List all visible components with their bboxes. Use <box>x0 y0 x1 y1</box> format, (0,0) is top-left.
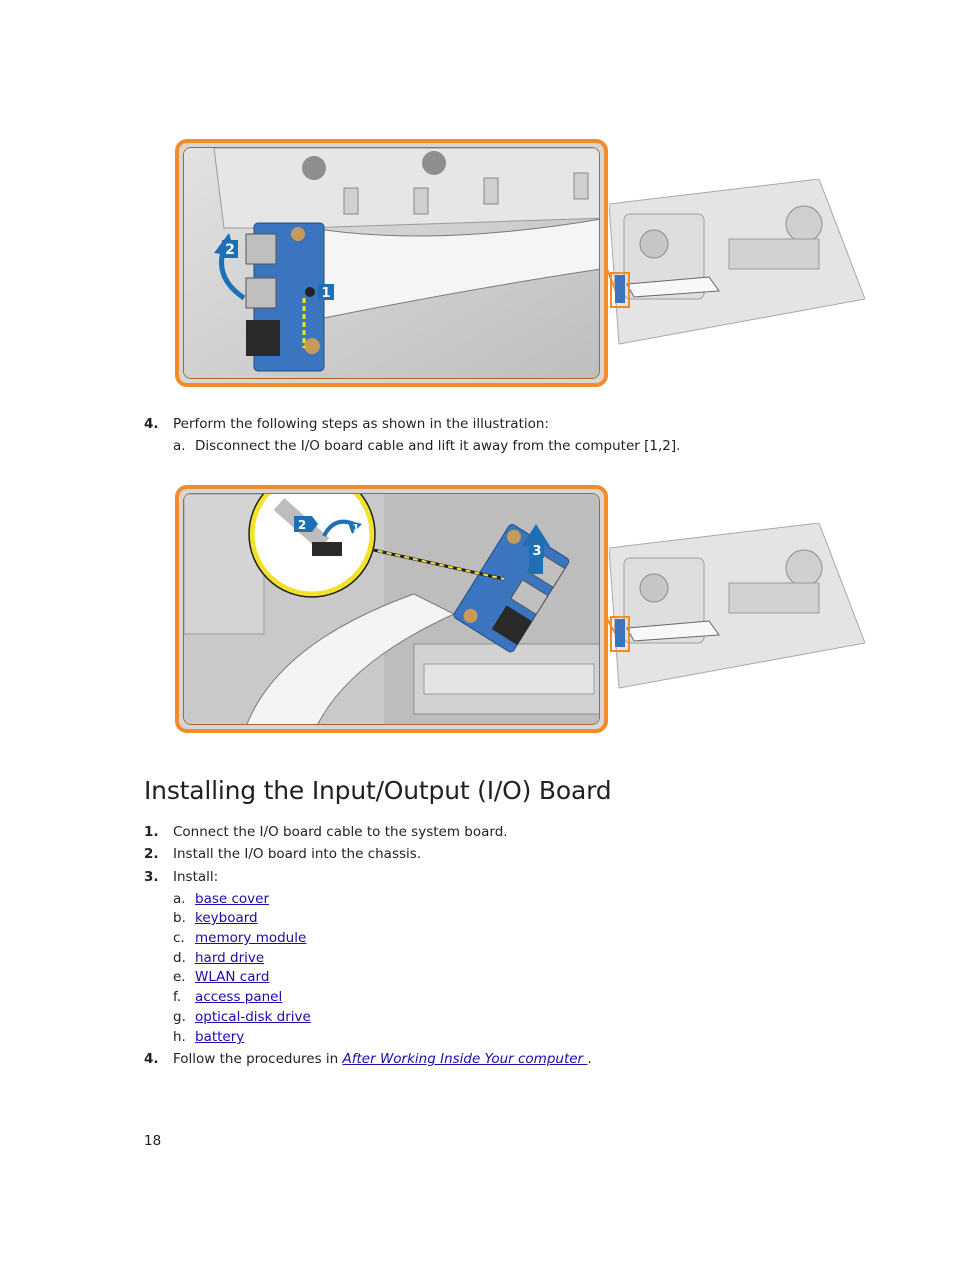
page-number: 18 <box>144 1133 162 1149</box>
hard-drive-link[interactable]: hard drive <box>195 950 265 966</box>
io-board-closeup-illustration <box>184 148 600 379</box>
laptop-overview-illustration <box>609 179 865 349</box>
svg-text:2: 2 <box>297 518 307 532</box>
step-text <box>173 1050 592 1068</box>
step-number: 4. <box>144 416 159 432</box>
step-badge-1 <box>318 284 334 301</box>
step-text: Connect the I/O board cable to the system board. <box>173 824 508 840</box>
keyboard-link[interactable]: keyboard <box>195 910 258 926</box>
item-letter: c. <box>173 930 185 946</box>
item-letter: a. <box>173 891 186 907</box>
access-panel-link[interactable]: access panel <box>195 989 283 1005</box>
substep-text: Disconnect the I/O board cable and lift it away from the computer [1,2]. <box>195 438 681 454</box>
step-prefix: Follow the procedures in <box>173 1051 343 1067</box>
step-badge-3 <box>530 542 544 559</box>
wlan-card-link[interactable]: WLAN card <box>195 969 270 985</box>
optical-disk-drive-link[interactable]: optical-disk drive <box>195 1009 311 1025</box>
item-letter: f. <box>173 989 182 1005</box>
memory-module-link[interactable]: memory module <box>195 930 307 946</box>
battery-link[interactable]: battery <box>195 1029 245 1045</box>
zoom-callout <box>175 485 608 733</box>
step-badge-2 <box>222 240 238 258</box>
svg-text:1: 1 <box>352 523 360 534</box>
laptop-overview-illustration <box>609 523 865 693</box>
zoom-photo <box>183 493 600 725</box>
io-board-lift-illustration <box>184 494 600 725</box>
item-letter: g. <box>173 1009 186 1025</box>
substep-letter: a. <box>173 438 186 454</box>
step-text: Install the I/O board into the chassis. <box>173 846 422 862</box>
base-cover-link[interactable]: base cover <box>195 891 269 907</box>
item-letter: d. <box>173 950 186 966</box>
step-number: 3. <box>144 869 159 885</box>
zoom-callout <box>175 139 608 387</box>
step-text: Install: <box>173 869 219 885</box>
step-number: 4. <box>144 1051 159 1067</box>
step-suffix: . <box>587 1051 592 1067</box>
step-number: 2. <box>144 846 159 862</box>
svg-text:2: 2 <box>225 242 235 258</box>
item-letter: h. <box>173 1029 186 1045</box>
item-letter: b. <box>173 910 186 926</box>
section-title: Installing the Input/Output (I/O) Board <box>144 776 612 805</box>
item-letter: e. <box>173 969 186 985</box>
step-number: 1. <box>144 824 159 840</box>
io-board-lift-figure <box>175 485 865 733</box>
svg-text:3: 3 <box>532 544 542 559</box>
svg-text:1: 1 <box>321 286 331 301</box>
zoom-photo <box>183 147 600 379</box>
step-text: Perform the following steps as shown in the illustration: <box>173 416 549 432</box>
after-working-inside-link[interactable]: After Working Inside Your computer <box>342 1051 588 1067</box>
io-board-disconnect-figure <box>175 139 865 387</box>
